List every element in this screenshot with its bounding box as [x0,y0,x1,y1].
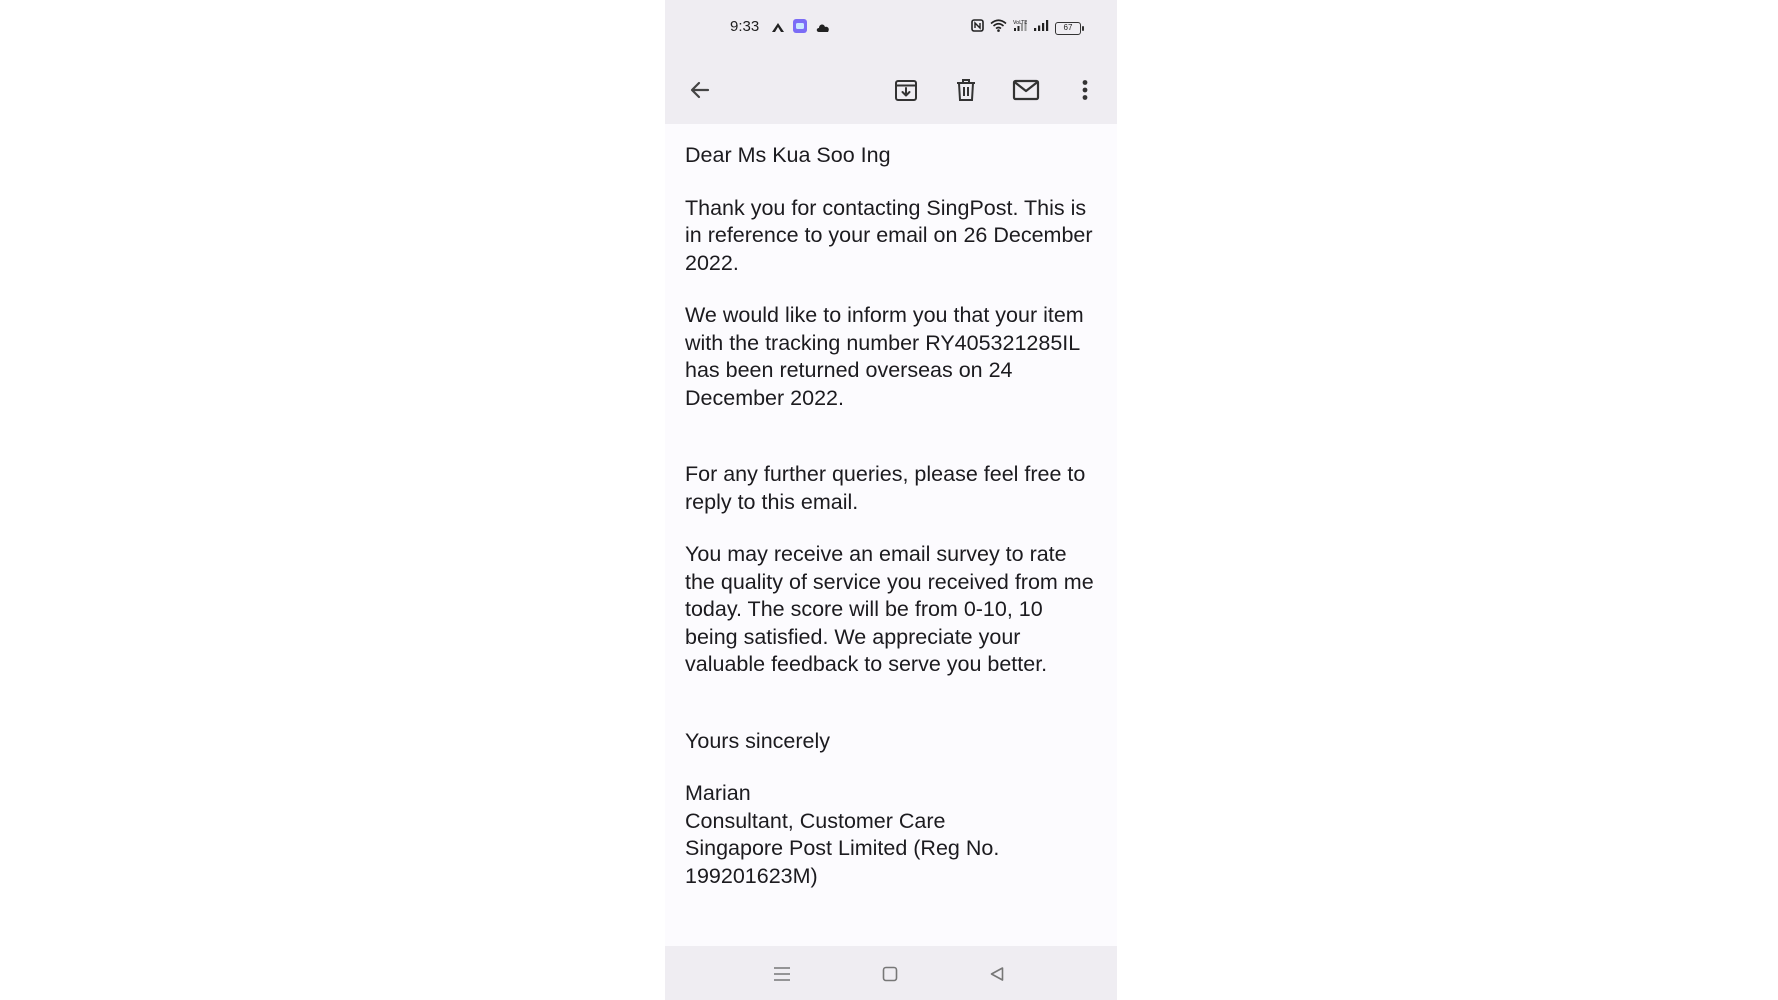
delete-button[interactable] [946,70,986,110]
email-closing: Yours sincerely [685,728,830,753]
email-paragraph: For any further queries, please feel free to reply to this email. [685,462,1086,514]
email-paragraph: We would like to inform you that your item with the tracking number RY405321285IL has been returned overseas on 24 December 2022. [685,303,1084,410]
status-bar [665,0,1117,56]
home-button[interactable] [876,960,904,988]
volte-signal-icon [1013,19,1027,37]
status-time: 9:33 [730,18,760,35]
more-vert-icon [1081,78,1089,102]
mail-icon [1012,79,1040,101]
email-toolbar [665,56,1117,124]
phone-screen [665,0,1117,1000]
signature-name: Marian [685,781,751,805]
notification-icons [771,19,831,38]
system-nav-bar [665,946,1117,1000]
nfc-icon [971,19,984,37]
messenger-app-icon [793,19,807,38]
back-button[interactable] [680,70,720,110]
email-paragraph: You may receive an email survey to rate the quality of service you received from me today. The score will be from 0-10, 10 being satisfied. We appreciate your valuable feedback to serve you better. [685,542,1094,676]
email-body [685,142,1100,890]
cell-signal-icon [1033,19,1049,37]
mark-unread-button[interactable] [1006,70,1046,110]
battery-indicator: 67 [1055,22,1081,35]
system-status-icons [971,19,1081,37]
delete-icon [954,77,978,103]
svg-text:VoLTE: VoLTE [1013,20,1027,26]
arrow-back-icon [688,78,712,102]
home-square-icon [882,966,898,982]
email-greeting: Dear Ms Kua Soo Ing [685,143,891,167]
wifi-icon [990,19,1007,37]
cloud-icon [815,20,831,38]
app-notification-icon [771,20,785,38]
nav-back-button[interactable] [983,960,1011,988]
email-paragraph: Thank you for contacting SingPost. This is in reference to your email on 26 December 2022. [685,195,1093,275]
more-options-button[interactable] [1065,70,1105,110]
archive-button[interactable] [886,70,926,110]
archive-icon [893,77,919,103]
recent-apps-button[interactable] [768,960,796,988]
signature-title: Consultant, Customer Care [685,808,946,833]
signature-company: Singapore Post Limited (Reg No. 199201623M) [685,836,1000,888]
triangle-back-icon [989,966,1005,982]
menu-icon [773,966,791,982]
